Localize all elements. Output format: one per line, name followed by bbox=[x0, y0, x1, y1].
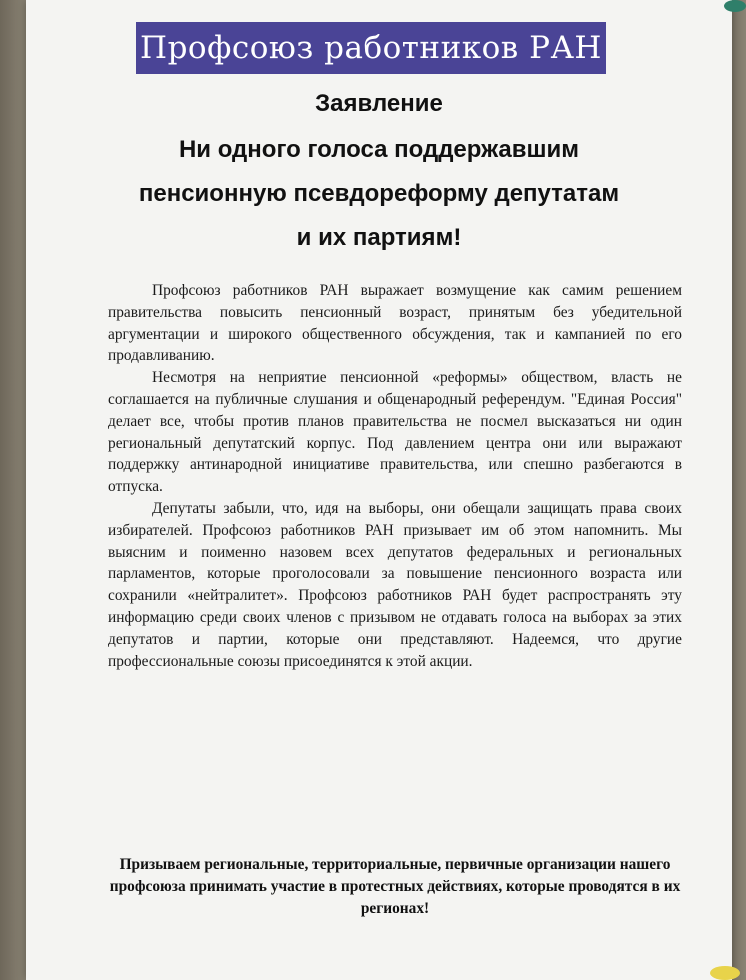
union-banner: Профсоюз работников РАН bbox=[136, 22, 606, 74]
paragraph-3: Депутаты забыли, что, идя на выборы, они обещали защищать права своих избирателей. Профсоюз работников РАН призывает им об этом напомнить. Мы выясним и поименно назовем всех депутатов федеральных и региональных парламентов, которые проголосовали за повышение пенсионного возраста или сохранили «нейтралитет». Профсоюз работников РАН будет распространять эту информацию среди своих членов с призывом не отдавать голоса на выборах за этих депутатов и партии, которые они представляют. Надеемся, что другие профессиональные союзы присоединятся к этой акции. bbox=[108, 499, 682, 670]
headline-line-1: Ни одного голоса поддержавшим bbox=[178, 136, 580, 163]
pushpin-icon-bottom bbox=[710, 966, 740, 980]
headline-line-2: пенсионную псевдореформу депутатам bbox=[138, 180, 620, 207]
headline-line-3: и их партиям! bbox=[296, 224, 462, 251]
pushpin-icon bbox=[724, 0, 746, 12]
board-background bbox=[0, 0, 26, 980]
paragraph-2: Несмотря на неприятие пенсионной «реформы» обществом, власть не соглашается на публичные слушания и общенародный референдум. "Единая Россия" делает все, чтобы против планов правительства не посмел высказаться ни один региональный депутатский корпус. Под давлением центра они или выражают поддержку антинародной инициативе правительства, или спешно разбегаются в отпуска. bbox=[108, 369, 682, 496]
statement-body bbox=[108, 280, 682, 672]
statement-label: Заявление bbox=[315, 90, 443, 117]
closing-appeal: Призываем региональные, территориальные, первичные организации нашего профсоюза принимать участие в протестных действиях, которые проводятся в их регионах! bbox=[109, 856, 681, 917]
paragraph-1: Профсоюз работников РАН выражает возмущение как самим решением правительства повысить пенсионный возраст, принятым без убедительной аргументации и широкого общественного обсуждения, так и кампанией по его продавливанию. bbox=[108, 282, 682, 365]
notice-sheet bbox=[26, 0, 732, 980]
